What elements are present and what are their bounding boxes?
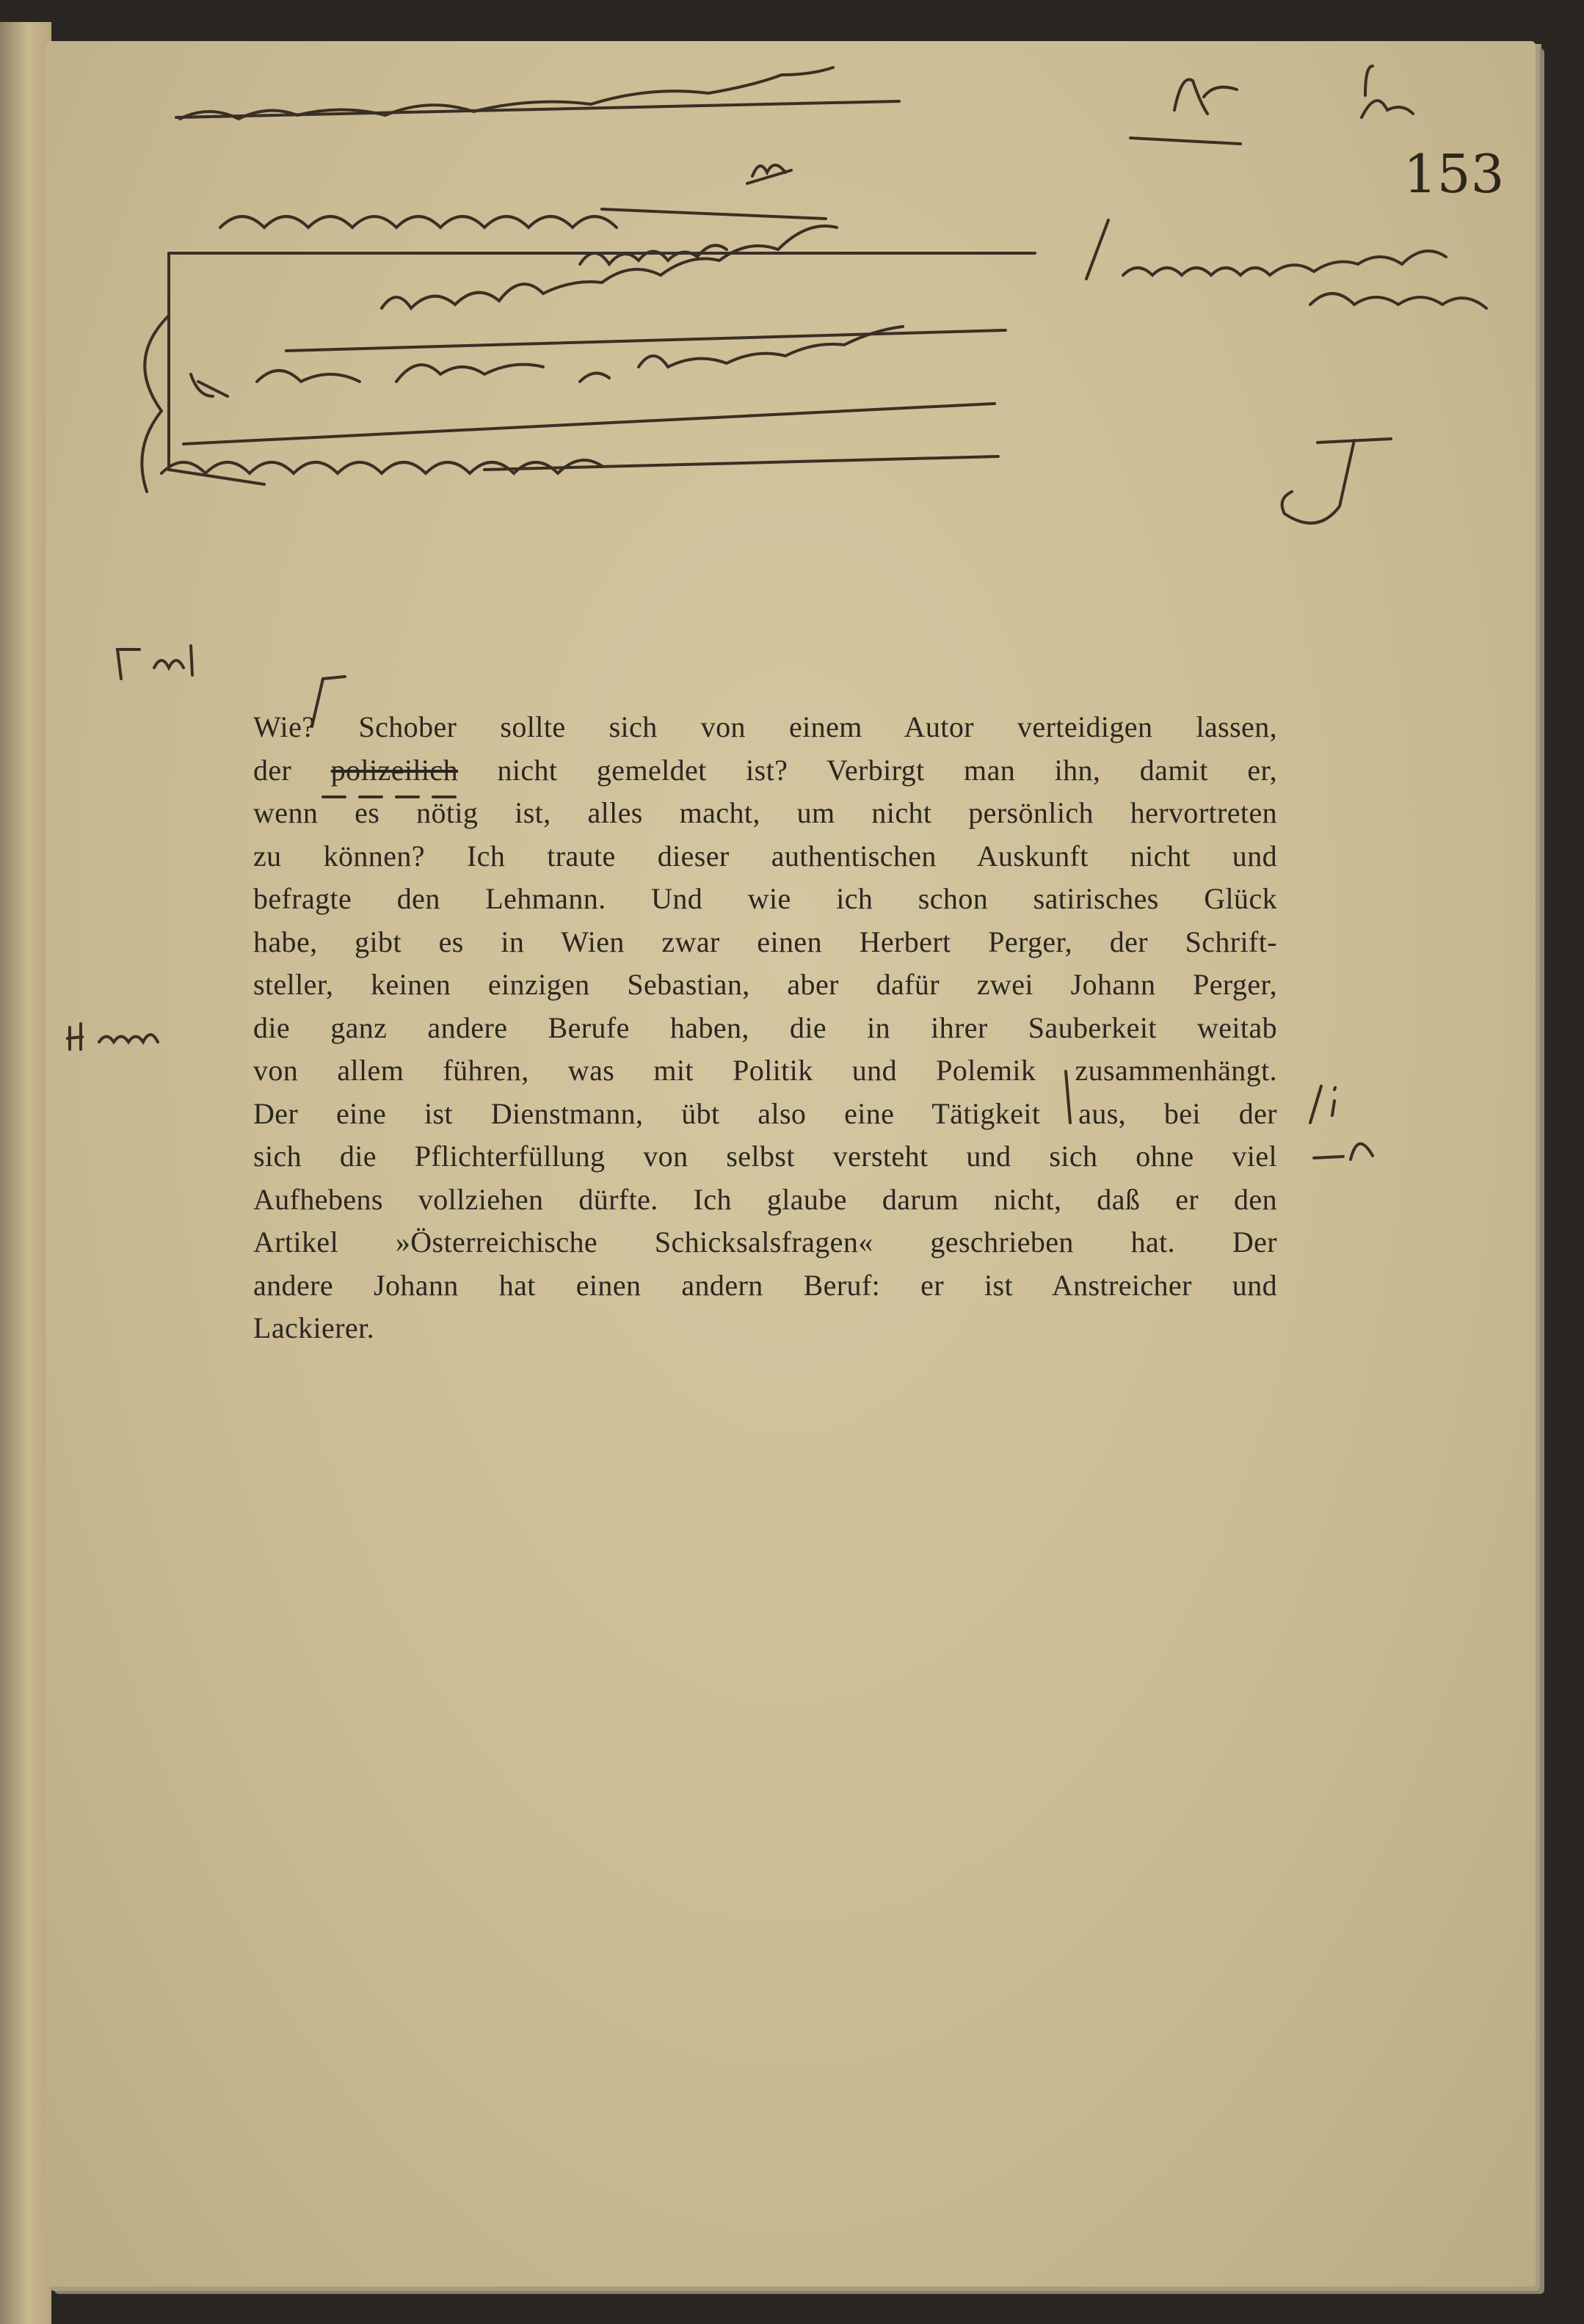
left-note-ital — [117, 646, 192, 679]
text-line-with-strike: der polizeilich nicht gemeldet ist? Verbirgt man ihn, damit er, — [253, 753, 1277, 787]
box-note-3b — [1310, 294, 1486, 308]
text-line: Wie? Schober sollte sich von einem Autor verteidigen lassen, — [253, 710, 1277, 743]
struck-word-polizeilich: polizeilich — [330, 753, 458, 787]
text-line: wenn es nötig ist, alles macht, um nicht persönlich hervortreten — [253, 796, 1277, 829]
text-line: andere Johann hat einen andern Beruf: er ist Anstreicher und — [253, 1268, 1277, 1302]
box-note-3 — [1086, 220, 1446, 279]
box-note-2 — [382, 226, 837, 308]
wavy-line-1 — [220, 216, 617, 227]
text-line: steller, keinen einzigen Sebastian, aber dafür zwei Johann Perger, — [253, 968, 1277, 1001]
text-line: befragte den Lehmann. Und wie ich schon satirisches Glück — [253, 882, 1277, 915]
ar-mark — [1174, 79, 1237, 114]
left-note-unterstr — [68, 1024, 158, 1049]
text-line: zu können? Ich traute dieser authentischen Auskunft nicht und — [253, 839, 1277, 873]
wavy-line-2 — [161, 460, 602, 473]
text-line: Aufhebens vollziehen dürfte. Ich glaube darum nicht, daß er den — [253, 1182, 1277, 1216]
rule-4 — [484, 456, 998, 470]
text-line: sich die Pflichterfüllung von selbst versteht und sich ohne viel — [253, 1140, 1277, 1173]
corner-mark — [1362, 66, 1413, 117]
small-mark — [747, 165, 791, 183]
annotation-box — [142, 253, 1035, 492]
rule-2 — [286, 330, 1006, 351]
right-note-1 — [1310, 1086, 1335, 1123]
text-line: habe, gibt es in Wien zwar einen Herbert Perger, der Schrift- — [253, 925, 1277, 958]
right-note-2 — [1314, 1144, 1373, 1159]
text-line: Lackierer. — [253, 1311, 374, 1344]
text-line: von allem führen, was mit Politik und Polemik zusammenhängt. — [253, 1054, 1277, 1087]
text-line: die ganz andere Berufe haben, die in ihrer Sauberkeit weitab — [253, 1010, 1277, 1044]
ar-underline — [1130, 138, 1240, 144]
text-line: Artikel »Österreichische Schicksalsfragen« geschrieben hat. Der — [253, 1225, 1277, 1258]
text-line: Der eine ist Dienstmann, übt also eine Tätigkeit aus, bei der — [253, 1096, 1277, 1130]
page-number: 153 — [1403, 143, 1505, 205]
bracket-mark — [1282, 439, 1391, 523]
rule-1 — [602, 209, 826, 219]
main-paragraph — [253, 706, 1277, 1350]
box-note-1 — [580, 245, 727, 264]
top-line-strike — [176, 101, 899, 117]
rule-3 — [184, 404, 995, 444]
